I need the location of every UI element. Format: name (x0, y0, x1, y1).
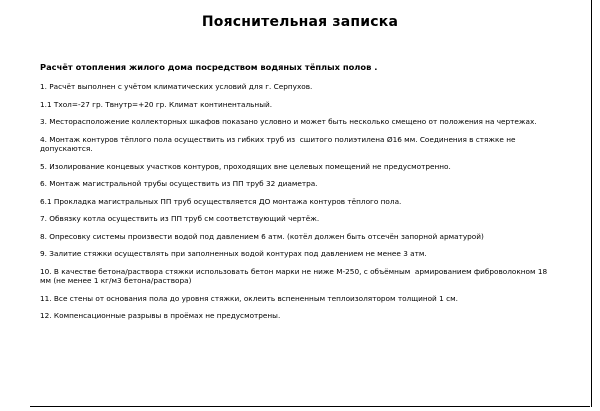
note-item-4: 4. Монтаж контуров тёплого пола осуществить из гибких труб из сшитого полиэтилена Ø16 мм. Соединения в стяжке не допускаются. (40, 134, 518, 153)
note-item-8: 8. Опресовку системы произвести водой под давлением 6 атм. (котёл должен быть отсечён запорной арматурой) (40, 231, 484, 241)
note-item-9: 9. Залитие стяжки осуществлять при заполненных водой контурах под давлением не менее 3 атм. (40, 249, 427, 258)
document-subtitle: Расчёт отопления жилого дома посредством водяных тёплых полов . (40, 62, 378, 72)
note-item-1-1: 1.1 Тхол=-27 гр. Твнутр=+20 гр. Климат континентальный. (40, 99, 273, 109)
note-item-1: 1. Расчёт выполнен с учётом климатических условий для г. Серпухов. (40, 82, 313, 91)
note-item-5: 5. Изолирование концевых участков контуров, проходящих вне целевых помещений не предусмотренно. (40, 161, 451, 171)
frame-right-line (591, 0, 592, 407)
note-item-10: 10. В качестве бетона/раствора стяжки использовать бетон марки не ниже М-250, с объёмным армированием фиброволокном 18 мм (не менее 1 кг/м3 бетона/раствора) (40, 266, 550, 285)
frame-bottom-line (30, 406, 590, 407)
note-item-3: 3. Месторасположение коллекторных шкафов показано условно и может быть несколько смещено от положения на чертежах. (40, 117, 537, 126)
note-item-11: 11. Все стены от основания пола до уровня стяжки, оклеить вспененным теплоизолятором толщиной 1 см. (40, 293, 458, 303)
note-item-6: 6. Монтаж магистральной трубы осуществить из ПП труб 32 диаметра. (40, 179, 318, 188)
note-item-6-1: 6.1 Прокладка магистральных ПП труб осуществляется ДО монтажа контуров тёплого пола. (40, 196, 402, 206)
document-title: Пояснительная записка (201, 14, 399, 30)
notes-list (40, 82, 560, 321)
note-item-7: 7. Обвязку котла осуществить из ПП труб см соответствующий чертёж. (40, 214, 320, 223)
note-item-12: 12. Компенсационные разрывы в проёмах не предусмотрены. (40, 311, 281, 320)
